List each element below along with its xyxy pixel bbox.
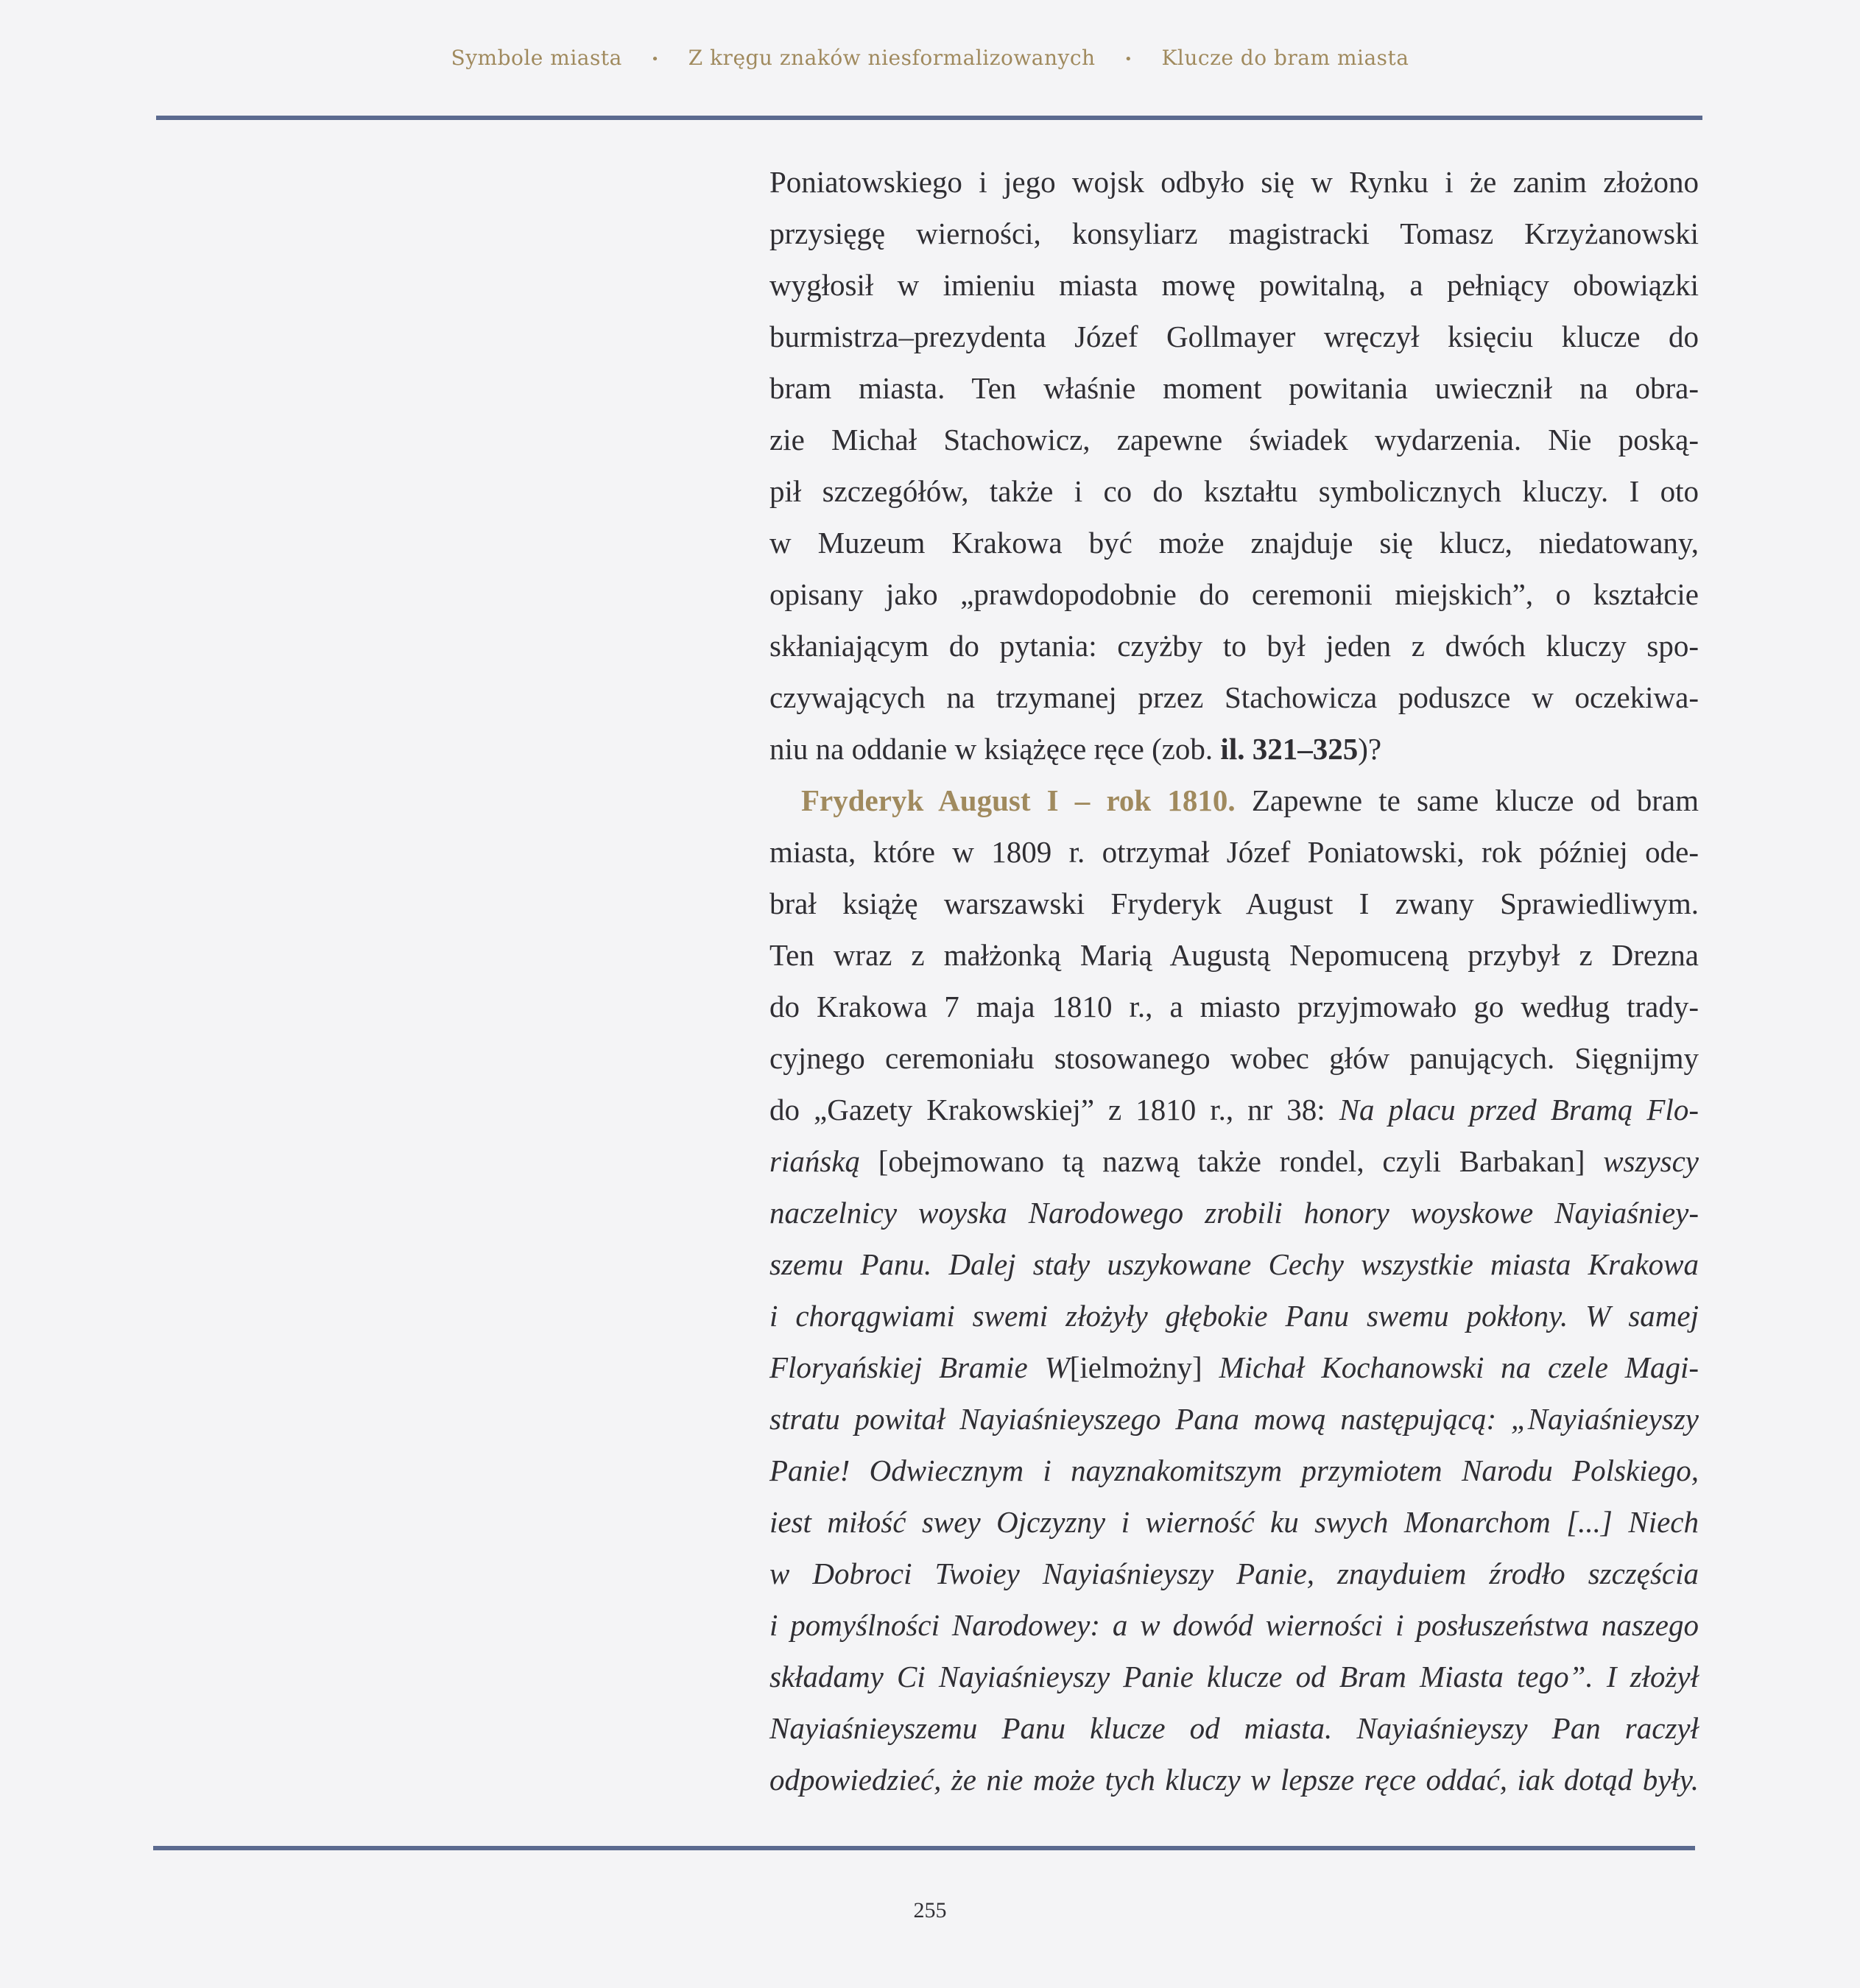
text-line: bram miasta. Ten właśnie moment powitania uwiecznił na obra- — [769, 371, 1699, 405]
text-line: pił szczegółów, także i co do kształtu symbolicznych kluczy. I oto — [769, 474, 1699, 508]
quotation-line: iest miłość swey Ojczyzny i wierność ku swych Monarchom [...] Niech — [769, 1505, 1699, 1539]
quotation-line: szemu Panu. Dalej stały uszykowane Cechy wszystkie miasta Krakowa — [769, 1247, 1699, 1281]
run-in-heading: Fryderyk August I – rok 1810. — [801, 783, 1236, 817]
text-line: przysięgę wierności, konsyliarz magistracki Tomasz Krzyżanowski — [769, 216, 1699, 250]
running-head-subchapter: Klucze do bram miasta — [1161, 46, 1409, 70]
illustration-reference: il. 321–325 — [1220, 732, 1359, 766]
quotation-line: Panie! Odwiecznym i nayznakomitszym przymiotem Narodu Polskiego, — [769, 1453, 1699, 1487]
text-line: zie Michał Stachowicz, zapewne świadek wydarzenia. Nie poską- — [769, 423, 1699, 457]
text-line: cyjnego ceremoniału stosowanego wobec głów panujących. Sięgnijmy — [769, 1041, 1699, 1075]
running-head-chapter: Z kręgu znaków niesformalizowanych — [688, 46, 1096, 70]
bottom-rule — [153, 1846, 1695, 1850]
quotation-line: w Dobroci Twoiey Nayiaśnieyszy Panie, znayduiem źrodło szczęścia — [769, 1557, 1699, 1590]
text-line: Poniatowskiego i jego wojsk odbyło się w Rynku i że zanim złożono — [769, 165, 1699, 199]
text-line: opisany jako „prawdopodobnie do ceremonii miejskich”, o kształcie — [769, 577, 1699, 611]
quotation-run: I złożył — [1593, 1660, 1699, 1693]
text-line: wygłosił w imieniu miasta mowę powitalną, a pełniący obowiązki — [769, 268, 1699, 302]
text-line — [769, 1084, 1699, 1135]
text-line — [769, 1135, 1699, 1187]
text-line — [769, 723, 1699, 775]
running-head-separator: • — [651, 52, 660, 67]
quotation-run: składamy Ci Nayiaśnieyszy Panie klucze od Bram Miasta tego”. — [769, 1660, 1593, 1693]
quotation-line: i pomyślności Narodowey: a w dowód wierności i posłuszeństwa naszego — [769, 1608, 1699, 1642]
text-line: skłaniającym do pytania: czyżby to był jeden z dwóch kluczy spo- — [769, 629, 1699, 663]
text-line: czywających na trzymanej przez Stachowicza poduszce w oczekiwa- — [769, 680, 1699, 714]
quotation-line: Nayiaśnieyszemu Panu klucze od miasta. Nayiaśnieyszy Pan raczył — [769, 1711, 1699, 1745]
text-line — [769, 775, 1699, 826]
quotation-run: Michał Kochanowski na czele Magi- — [1202, 1350, 1699, 1384]
text-line: burmistrza–prezydenta Józef Gollmayer wręczył księciu klucze do — [769, 320, 1699, 353]
body-text — [769, 156, 1699, 1805]
text-run: do „Gazety Krakowskiej” z 1810 r., nr 38: — [769, 1093, 1339, 1127]
text-run: niu na oddanie w książęce ręce (zob. — [769, 732, 1221, 766]
text-line: miasta, które w 1809 r. otrzymał Józef Poniatowski, rok później ode- — [769, 835, 1699, 869]
quotation-line: odpowiedzieć, że nie może tych kluczy w lepsze ręce oddać, iak dotąd były. — [769, 1763, 1699, 1797]
text-run: )? — [1358, 732, 1382, 766]
quotation-run: Floryańskiej Bramie W — [769, 1350, 1070, 1384]
quotation-run: Na placu przed Bramą Flo- — [1339, 1093, 1699, 1127]
text-line: Ten wraz z małżonką Marią Augustą Nepomuceną przybył z Drezna — [769, 938, 1699, 972]
quotation-run: wszyscy — [1603, 1144, 1699, 1178]
editorial-insertion: [obejmowano tą nazwą także rondel, czyli Barbakan] — [860, 1144, 1604, 1178]
text-line — [769, 1651, 1699, 1702]
quotation-line: i chorągwiami swemi złożyły głębokie Panu swemu pokłony. W samej — [769, 1299, 1699, 1333]
quotation-line: stratu powitał Nayiaśnieyszego Pana mową następującą: „Nayiaśnieyszy — [769, 1402, 1699, 1436]
quotation-line: naczelnicy woyska Narodowego zrobili honory woyskowe Nayiaśniey- — [769, 1196, 1699, 1230]
text-run: Zapewne te same klucze od bram — [1235, 783, 1699, 817]
running-head-separator: • — [1124, 52, 1133, 67]
text-line — [769, 1342, 1699, 1393]
page-number: 255 — [913, 1898, 947, 1922]
quotation-run: riańską — [769, 1144, 860, 1178]
editorial-insertion: [ielmożny] — [1069, 1350, 1202, 1384]
text-line: do Krakowa 7 maja 1810 r., a miasto przyjmowało go według trady- — [769, 990, 1699, 1023]
top-rule — [156, 116, 1702, 120]
running-head-section: Symbole miasta — [451, 46, 622, 70]
text-line: brał książę warszawski Fryderyk August I zwany Sprawiedliwym. — [769, 887, 1699, 920]
running-head — [0, 46, 1860, 70]
text-line: w Muzeum Krakowa być może znajduje się klucz, niedatowany, — [769, 526, 1699, 560]
